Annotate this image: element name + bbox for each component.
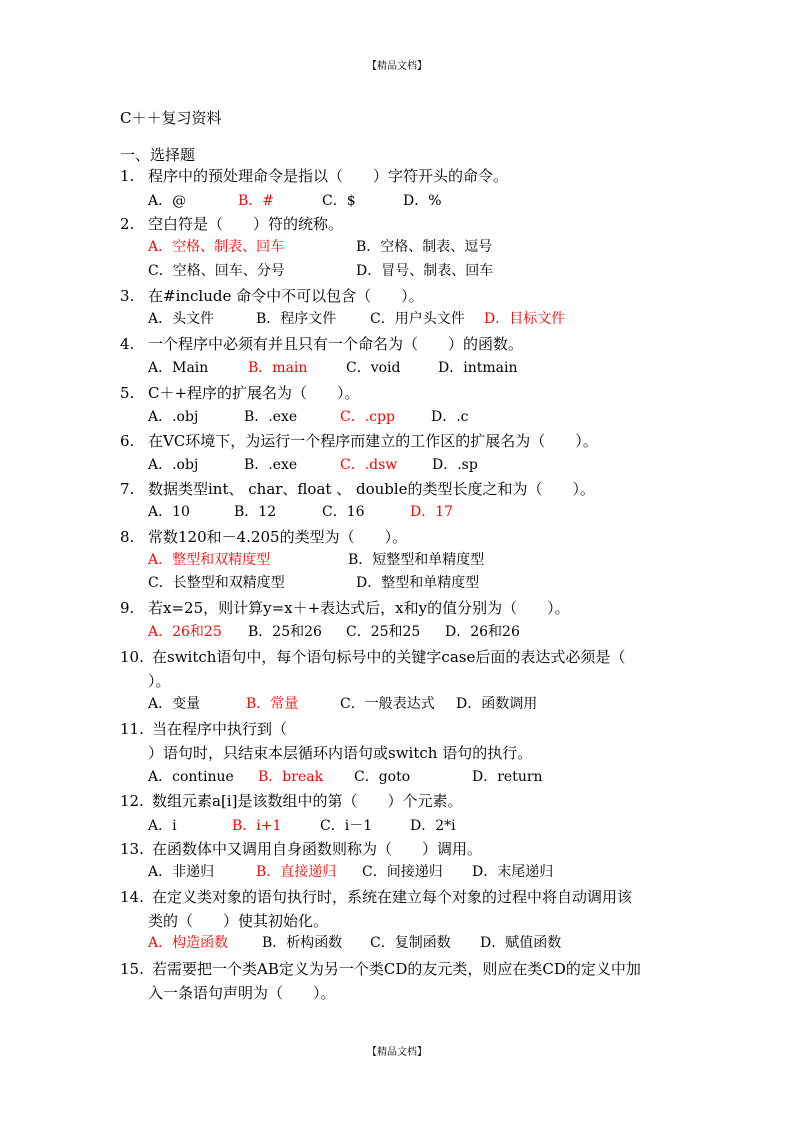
question-8 (120, 525, 407, 549)
question-number: 12. (120, 792, 144, 810)
option: C．16 (322, 504, 365, 520)
question-number: 8. (120, 528, 135, 546)
option: B．析构函数 (262, 935, 343, 951)
option: A．.obj (148, 409, 199, 425)
option: C．$ (322, 193, 356, 209)
option: B．12 (234, 504, 277, 520)
question-14 (120, 885, 632, 909)
option: A．非递归 (148, 864, 215, 880)
question-number: 1. (120, 167, 135, 185)
option: D．26和26 (445, 624, 520, 640)
question-text: 在函数体中又调用自身函数则称为（ ）调用。 (152, 840, 483, 858)
option: D．return (472, 769, 543, 785)
option: D．% (403, 193, 442, 209)
option: A．continue (148, 769, 234, 785)
option: C．一般表达式 (340, 696, 435, 712)
option: B．25和26 (248, 624, 322, 640)
option: D．函数调用 (456, 696, 538, 712)
question-number: 5. (120, 384, 135, 402)
option-correct: B．i+1 (232, 818, 282, 834)
option: C．空格、回车、分号 (148, 263, 285, 279)
option: D．赋值函数 (480, 935, 562, 951)
option: D．末尾递归 (472, 864, 554, 880)
option-correct: B．# (238, 193, 275, 209)
question-text: 若需要把一个类AB定义为另一个类CD的友元类，则应在类CD的定义中加 (152, 960, 641, 978)
question-number: 4. (120, 335, 135, 353)
option-correct: B．break (258, 769, 324, 785)
question-text: 程序中的预处理命令是指以（ ）字符开头的命令。 (148, 167, 509, 185)
question-1 (120, 164, 508, 188)
option: B．短整型和单精度型 (348, 552, 485, 568)
option-correct: A．26和25 (148, 624, 222, 640)
option: C．25和25 (346, 624, 421, 640)
question-text: 在定义类对象的语句执行时，系统在建立每个对象的过程中将自动调用该 (152, 888, 633, 906)
question-number: 9. (120, 599, 135, 617)
option: A．@ (148, 193, 187, 209)
question-2 (120, 212, 343, 236)
option: C．复制函数 (370, 935, 451, 951)
option: C．goto (354, 769, 411, 785)
question-number: 13. (120, 840, 144, 858)
option: C．用户头文件 (370, 311, 465, 327)
document-title: C＋＋复习资料 (120, 109, 222, 127)
question-13 (120, 837, 482, 861)
option: D．.c (431, 409, 469, 425)
option: C．i－1 (320, 818, 373, 834)
option: B．.exe (244, 409, 298, 425)
question-text: 在VC环境下，为运行一个程序而建立的工作区的扩展名为（ ）。 (148, 432, 598, 450)
question-text: 若x=25，则计算y=x＋+表达式后，x和y的值分别为（ ）。 (148, 599, 570, 617)
question-number: 14. (120, 888, 144, 906)
option: D．intmain (438, 360, 518, 376)
question-text: 一个程序中必须有并且只有一个命名为（ ）的函数。 (148, 335, 524, 353)
page-footer: 【精品文档】 (367, 1047, 427, 1058)
option: A．10 (148, 504, 190, 520)
question-text: 数据类型int、 char、float 、 double的类型长度之和为（ ）。 (148, 480, 596, 498)
question-6 (120, 429, 598, 453)
question-text: 数组元素a[i]是该数组中的第（ ）个元素。 (152, 792, 463, 810)
question-text-continued: 类的（ ）使其初始化。 (148, 912, 329, 930)
option: A．.obj (148, 457, 199, 473)
question-text-continued: ）。 (148, 672, 171, 690)
question-text: 当在程序中执行到（ (152, 720, 288, 738)
question-text-continued: 入一条语句声明为（ ）。 (148, 984, 336, 1002)
option: D．整型和单精度型 (356, 575, 480, 591)
question-12 (120, 789, 462, 813)
option: A．头文件 (148, 311, 215, 327)
question-text: 在switch语句中，每个语句标号中的关键字case后面的表达式必须是（ (152, 648, 626, 666)
option-correct: A．空格、制表、回车 (148, 239, 285, 255)
option: D．.sp (432, 457, 478, 473)
question-text: 在#include 命令中不可以包含（ ）。 (148, 287, 424, 305)
option: A．Main (148, 360, 209, 376)
option: D．2*i (410, 818, 456, 834)
question-4 (120, 332, 523, 356)
section-heading: 一、选择题 (120, 146, 196, 164)
question-number: 10. (120, 648, 144, 666)
option: B．.exe (244, 457, 298, 473)
question-number: 11. (120, 720, 144, 738)
question-9 (120, 596, 570, 620)
option-correct: B．常量 (246, 696, 299, 712)
question-15 (120, 957, 641, 981)
option: C．间接递归 (362, 864, 443, 880)
question-text: 空白符是（ ）符的统称。 (148, 215, 344, 233)
option-correct: A．构造函数 (148, 935, 229, 951)
question-number: 2. (120, 215, 135, 233)
question-3 (120, 284, 424, 308)
question-text-continued: ）语句时，只结束本层循环内语句或switch 语句的执行。 (148, 744, 533, 762)
option-correct: C．.cpp (340, 409, 395, 425)
option: D．冒号、制表、回车 (356, 263, 494, 279)
option-correct: D．17 (410, 504, 454, 520)
question-5 (120, 381, 360, 405)
option-correct: B．main (248, 360, 308, 376)
question-text: C＋+程序的扩展名为（ ）。 (148, 384, 360, 402)
question-text: 常数120和－4.205的类型为（ ）。 (148, 528, 408, 546)
question-number: 7. (120, 480, 135, 498)
question-number: 15. (120, 960, 144, 978)
option: C．长整型和双精度型 (148, 575, 285, 591)
option: A．变量 (148, 696, 201, 712)
option: B．空格、制表、逗号 (356, 239, 493, 255)
page-header: 【精品文档】 (367, 61, 427, 72)
option-correct: A．整型和双精度型 (148, 552, 271, 568)
question-10 (120, 645, 625, 669)
question-7 (120, 477, 595, 501)
option: C．void (346, 360, 401, 376)
question-11 (120, 717, 287, 741)
option-correct: D．目标文件 (484, 311, 566, 327)
option-correct: B．直接递归 (256, 864, 337, 880)
option: A．i (148, 818, 177, 834)
option-correct: C．.dsw (340, 457, 398, 473)
question-number: 6. (120, 432, 135, 450)
option: B．程序文件 (256, 311, 337, 327)
question-number: 3. (120, 287, 135, 305)
